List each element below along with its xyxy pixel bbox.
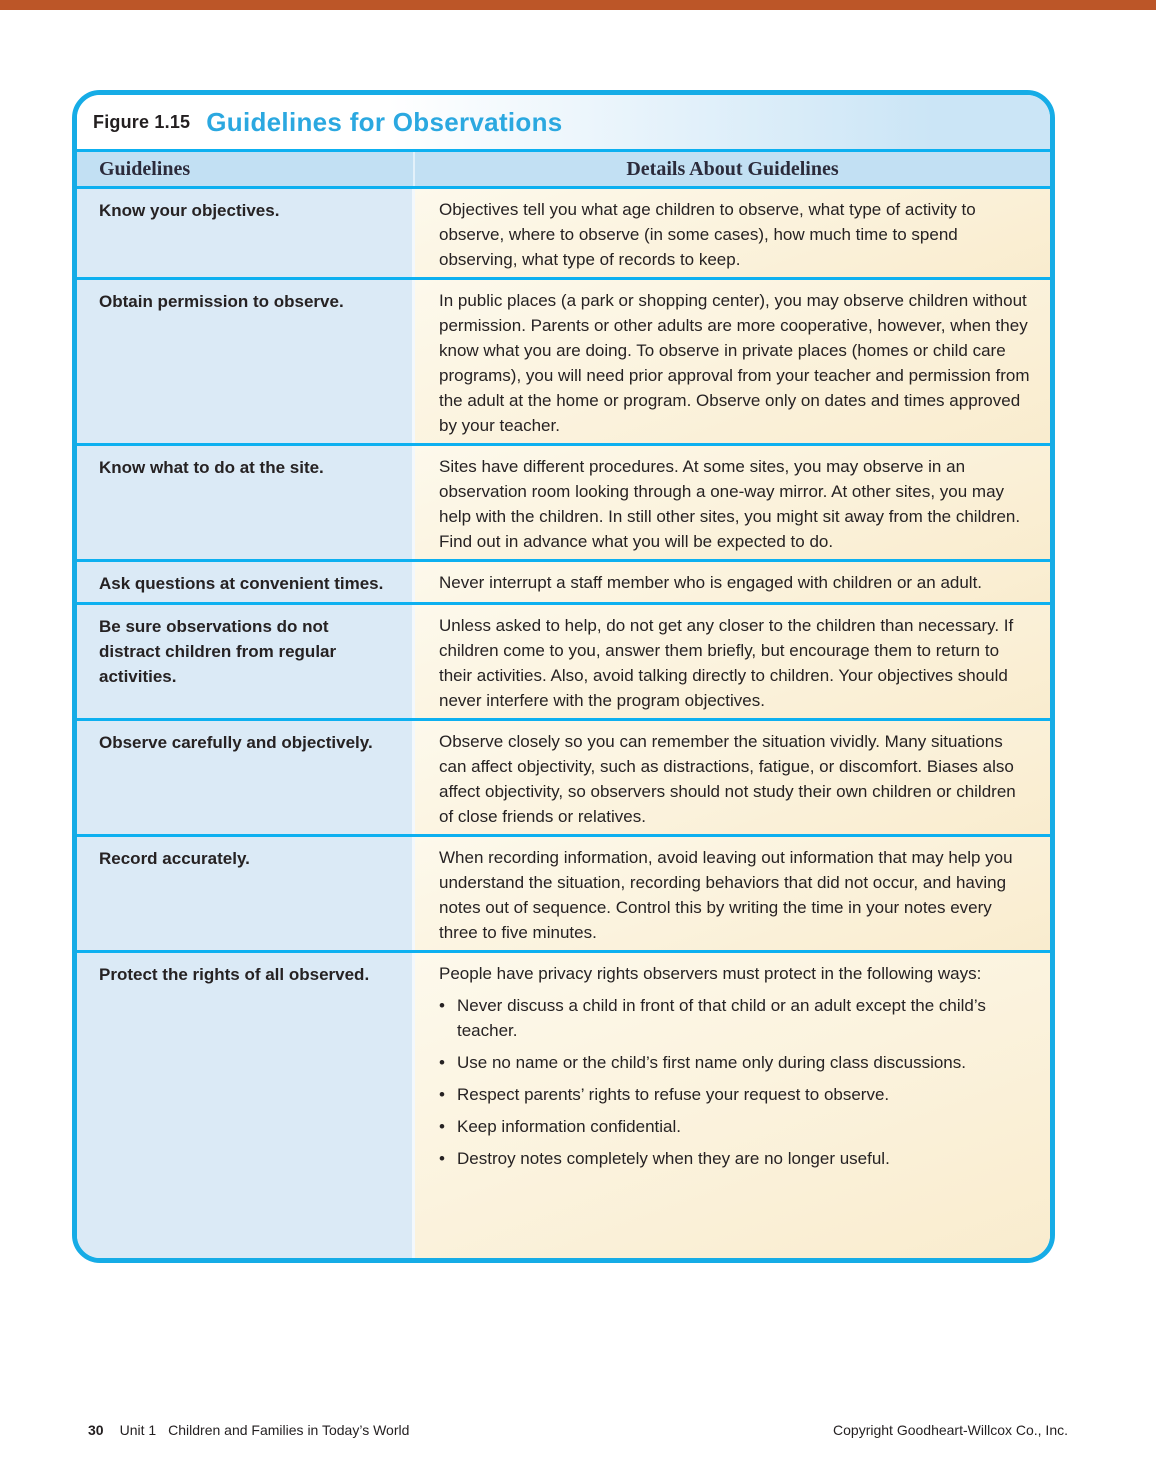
column-header-details: Details About Guidelines bbox=[626, 157, 839, 180]
details-paragraph: Objectives tell you what age children to observe, what type of activity to observe, where to observe (in some cases), how much time to spend observing, what type of records to keep. bbox=[439, 200, 976, 269]
bullet-item bbox=[439, 993, 1032, 1043]
bullet-item bbox=[439, 1082, 1032, 1107]
bullet-text: Destroy notes completely when they are no longer useful. bbox=[457, 1149, 890, 1168]
details-cell bbox=[415, 953, 1050, 1258]
bullet-item bbox=[439, 1050, 1032, 1075]
footer-copyright: Copyright Goodheart-Willcox Co., Inc. bbox=[833, 1422, 1068, 1438]
guideline-cell: Ask questions at convenient times. bbox=[77, 562, 415, 602]
page-footer bbox=[88, 1420, 1068, 1440]
guideline-cell: Obtain permission to observe. bbox=[77, 280, 415, 443]
details-cell bbox=[415, 280, 1050, 443]
details-cell bbox=[415, 189, 1050, 277]
bullet-item bbox=[439, 1146, 1032, 1171]
footer-unit-title: Children and Families in Today’s World bbox=[168, 1422, 410, 1438]
details-paragraph: Observe closely so you can remember the situation vividly. Many situations can affect objectivity, such as distractions, fatigue, or discomfort. Biases also affect objectivity, so observers should not study their own children or children of close friends or relatives. bbox=[439, 732, 1016, 826]
table-body bbox=[77, 189, 1050, 1258]
footer-left bbox=[88, 1422, 409, 1438]
guideline-cell: Know your objectives. bbox=[77, 189, 415, 277]
details-cell bbox=[415, 605, 1050, 718]
details-cell bbox=[415, 562, 1050, 602]
figure-title-band bbox=[77, 95, 1050, 149]
guideline-cell: Observe carefully and objectively. bbox=[77, 721, 415, 834]
details-paragraph: Never interrupt a staff member who is engaged with children or an adult. bbox=[439, 573, 983, 592]
table-row bbox=[77, 562, 1050, 602]
bullet-text: Respect parents’ rights to refuse your request to observe. bbox=[457, 1085, 890, 1104]
guideline-cell: Record accurately. bbox=[77, 837, 415, 950]
bullet-glyph: • bbox=[439, 1117, 445, 1136]
table-row bbox=[77, 280, 1050, 443]
guideline-cell: Know what to do at the site. bbox=[77, 446, 415, 559]
table-row bbox=[77, 837, 1050, 950]
details-paragraph: People have privacy rights observers must protect in the following ways: bbox=[439, 964, 982, 983]
table-row bbox=[77, 446, 1050, 559]
bullet-text: Keep information confidential. bbox=[457, 1117, 681, 1136]
guideline-cell: Protect the rights of all observed. bbox=[77, 953, 415, 1258]
footer-unit: Unit 1 bbox=[119, 1422, 157, 1438]
page-number: 30 bbox=[88, 1422, 104, 1438]
bullet-glyph: • bbox=[439, 1085, 445, 1104]
figure-title: Guidelines for Observations bbox=[206, 106, 563, 137]
details-paragraph: Sites have different procedures. At some sites, you may observe in an observation room looking through a one-way mirror. At other sites, you may help with the children. In still other sites, you might sit away from the children. Find out in advance what you will be expected to do. bbox=[439, 457, 1021, 551]
table-row bbox=[77, 953, 1050, 1258]
guideline-cell: Be sure observations do not distract children from regular activities. bbox=[77, 605, 415, 718]
table-header-row bbox=[77, 152, 1050, 186]
table-row bbox=[77, 189, 1050, 277]
page-top-accent-bar bbox=[0, 0, 1156, 10]
details-paragraph: When recording information, avoid leaving out information that may help you understand the situation, recording behaviors that did not occur, and having notes out of sequence. Control this by writing the time in your notes every three to five minutes. bbox=[439, 848, 1013, 942]
figure-label: Figure 1.15 bbox=[93, 111, 191, 132]
bullet-glyph: • bbox=[439, 1149, 445, 1168]
figure-guidelines-for-observations bbox=[72, 90, 1055, 1263]
details-cell bbox=[415, 446, 1050, 559]
details-cell bbox=[415, 721, 1050, 834]
bullet-glyph: • bbox=[439, 996, 445, 1015]
details-paragraph: In public places (a park or shopping center), you may observe children without permission. Parents or other adults are more cooperative, however, when they know what you are doing. To observe in private places (homes or child care programs), you will need prior approval from your teacher and permission from the adult at the home or program. Observe only on dates and times approved by your teacher. bbox=[439, 291, 1030, 435]
bullet-text: Never discuss a child in front of that child or an adult except the child’s teacher. bbox=[457, 996, 986, 1040]
table-row bbox=[77, 605, 1050, 718]
bullet-item bbox=[439, 1114, 1032, 1139]
column-header-guidelines: Guidelines bbox=[77, 152, 415, 186]
details-paragraph: Unless asked to help, do not get any closer to the children than necessary. If children come to you, answer them briefly, but encourage them to return to their activities. Also, avoid talking directly to children. Your objectives should never interfere with the program objectives. bbox=[439, 616, 1014, 710]
bullet-glyph: • bbox=[439, 1053, 445, 1072]
bullet-text: Use no name or the child’s first name only during class discussions. bbox=[457, 1053, 966, 1072]
table-row bbox=[77, 721, 1050, 834]
details-cell bbox=[415, 837, 1050, 950]
